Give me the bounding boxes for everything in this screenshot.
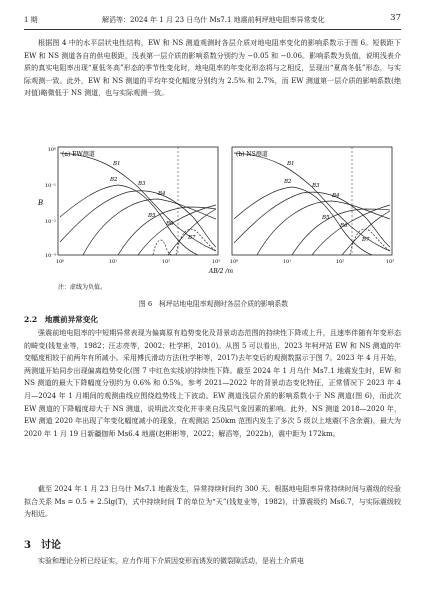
label-b7: B7 [188,235,196,241]
label-b4: B4 [332,193,340,199]
panel-a-title: (a) EW测道 [62,151,95,158]
label-b3: B3 [312,183,320,189]
section-heading-2-2: 2.2 地震前异常变化 [24,315,98,324]
curve-b5 [292,209,390,255]
negative-curve [350,229,390,255]
label-b5: B5 [322,215,330,221]
x-tick: 10⁰ [229,259,239,265]
label-b7: B7 [362,237,370,243]
y-tick: 10⁻³ [44,253,56,259]
page-number: 37 [390,13,401,23]
header-rule [24,29,401,30]
paragraph-text: 根据图 4 中的水平层状电性结构，EW 和 NS 测道观测时各层介质对地电阻率变化的影响系数示于图 6。短极距下 EW 和 NS 测道各自的供电极距，浅表第一层介质的影响系数分别约为 −0.05 和 −0.06。影响系数为负值，说明浅表介质的真实电阻率出现“夏低冬高”形态的季节性变化时，地电阻率的年变化形态将与之相反，呈现出“夏高冬低”形态，与实际观测一致。此外，EW 和 NS 测道的平均年变化幅度分别约为 2.5% 和 2.7%，而 EW 测道第一层介质的影响系数(绝对值)略微低于 NS 测道，也与实际观测一致。 [24,39,401,98]
x-tick: 10¹ [108,259,118,265]
label-b1: B1 [287,161,295,167]
label-b6: B6 [340,223,348,229]
x-tick: 10² [335,259,345,265]
curve-b5 [118,207,216,255]
issue-number: 1 期 [24,16,38,24]
label-b4: B4 [158,191,166,197]
running-title: 解滔等：2024 年 1 月 23 日乌什 Ms7.1 地震前柯坪地电阻率异常变化 [102,16,325,24]
label-b3: B3 [138,181,146,187]
y-axis-label: B [38,199,44,207]
label-b5: B5 [148,213,156,219]
section-heading-3: 3 讨论 [24,540,61,551]
discussion-paragraph [24,555,401,568]
paragraph-text: 实验和理论分析已经证实，应力作用下介质因变形而诱发的微裂隙活动，是岩土介质电 [38,557,304,565]
duration-paragraph [24,483,401,521]
x-tick: 10⁰ [55,259,65,265]
x-tick: 10¹ [282,259,292,265]
negative-curve [153,240,172,255]
figure-6 [36,145,406,295]
curve-b6 [312,205,390,255]
panel-b [230,147,394,265]
figure-caption: 图 6 柯坪站地电阻率观测时各层介质的影响系数 [138,300,289,308]
panel-a [45,147,220,265]
running-header [24,12,401,26]
x-tick: 10³ [211,259,221,265]
negative-curve [176,229,216,255]
y-tick: 10⁻² [44,219,56,225]
label-b2: B2 [110,177,118,183]
paragraph-text: 截至 2024 年 1 月 23 日乌什 Ms7.1 地震发生，异常持续时间约 300 天。根据地电阻率异常持续时间与震级的经验拟合关系 Ms = 0.5 + 2.5lg(T)，式中持续时间 T 的单位为“天”(钱复业等，1982)，计算震级约 Ms6.7，与实际震级较为相近。 [24,485,401,519]
label-b2: B2 [284,179,292,185]
x-tick: 10³ [385,259,395,265]
section-2-2-paragraph [24,327,401,440]
panel-b-title: (b) NS测道 [236,151,268,158]
label-b1: B1 [113,161,121,167]
label-b6: B6 [166,221,174,227]
figure-note: 注：虚线为负值。 [58,284,107,291]
x-tick: 10² [161,259,171,265]
x-axis-label: AB/2 /m [208,268,234,275]
paragraph-text: 强震前地电阻率的中短期异常表现为偏离原有趋势变化及背景动态范围的持续性下降或上升，且速率伴随有年变形态的畸变(钱复业等，1982；汪志亮等，2002；杜学彬，2010)。从图 5 可以看出，2023 年柯坪站 EW 和 NS 测道的年变幅度相较于前两年有所减小。采用傅氏滑动方法(杜学彬等，2017)去年变后的观测数据示于图 7。2023 年 4 月开始，两测道开始同步出现偏离趋势变化(图 7 中红色实线)的持续性下降。截至 2024 年 1 月乌什 Ms7.1 地震发生时，EW 和 NS 测道的最大下降幅度分别约为 0.6% 和 0.5%。参考 2021—2022 年的背景动态变化特征，正常情况下 2023 年 4 月—2024 年 1 月期间的观测曲线应围绕趋势线上下波动。EW 测道浅层介质的影响系数小于 NS 测道(图 6)，而此次 EW 测道的下降幅度却大于 NS 测道，说明此次变化并非来自浅层气象因素的影响。此外，NS 测道 2018—2020 年，EW 测道 2020 年出现了年变化幅度减小的现象，在观测站 250km 范围内发生了多次 5 级以上地震(不含余震)，最大为 2020 年 1 月 19 日新疆伽师 Ms6.4 地震(赵彬彬等，2022；解滔等，2022b)，震中距为 172km。 [24,329,401,438]
y-tick: 10⁰ [47,147,56,153]
y-tick: 10⁻¹ [44,183,56,189]
intro-paragraph [24,37,401,100]
